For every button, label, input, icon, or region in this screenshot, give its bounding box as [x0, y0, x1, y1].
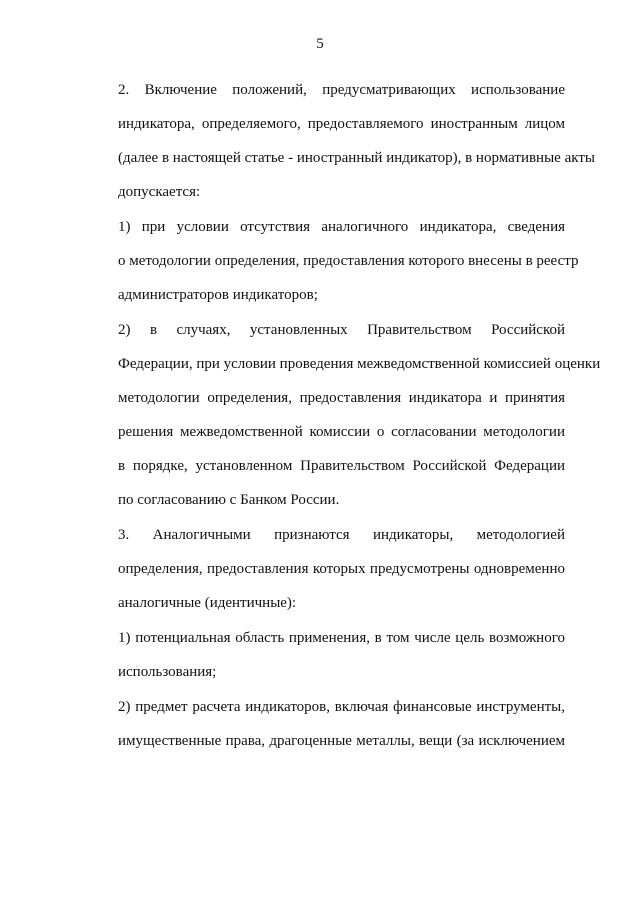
paragraph-2-intro — [78, 73, 595, 209]
text-line: Федерации, при условии проведения межведомственной комиссией оценки — [118, 356, 601, 372]
document-body — [78, 73, 601, 758]
text-line: аналогичные (идентичные): — [118, 595, 297, 611]
text-line: имущественные права, драгоценные металлы, вещи (за исключением — [118, 733, 565, 749]
text-line: 2) предмет расчета индикаторов, включая финансовые инструменты, — [118, 699, 565, 715]
paragraph-2-item-1 — [78, 210, 579, 312]
text-line: 3. Аналогичными признаются индикаторы, методологией — [118, 527, 565, 543]
paragraph-3-item-1 — [78, 621, 565, 689]
text-line: определения, предоставления которых предусмотрены одновременно — [118, 561, 565, 577]
text-line: по согласованию с Банком России. — [118, 492, 340, 508]
text-line: в порядке, установленном Правительством Российской Федерации — [118, 458, 565, 474]
text-line: использования; — [118, 664, 217, 680]
text-line: 1) потенциальная область применения, в том числе цель возможного — [118, 630, 565, 646]
text-line: о методологии определения, предоставления которого внесены в реестр — [118, 253, 579, 269]
text-line: 1) при условии отсутствия аналогичного индикатора, сведения — [118, 219, 565, 235]
text-line: решения межведомственной комиссии о согласовании методологии — [118, 424, 565, 440]
text-line: допускается: — [118, 184, 201, 200]
text-line: (далее в настоящей статье - иностранный индикатор), в нормативные акты — [118, 150, 595, 166]
paragraph-2-item-2 — [78, 313, 601, 517]
page-number: 5 — [316, 36, 324, 52]
paragraph-3-intro — [78, 518, 565, 620]
text-line: методологии определения, предоставления индикатора и принятия — [118, 390, 565, 406]
text-line: 2. Включение положений, предусматривающих использование — [118, 82, 565, 98]
text-line: индикатора, определяемого, предоставляемого иностранным лицом — [118, 116, 565, 132]
text-line: 2) в случаях, установленных Правительством Российской — [118, 322, 565, 338]
text-line: администраторов индикаторов; — [118, 287, 318, 303]
paragraph-3-item-2 — [78, 690, 565, 758]
